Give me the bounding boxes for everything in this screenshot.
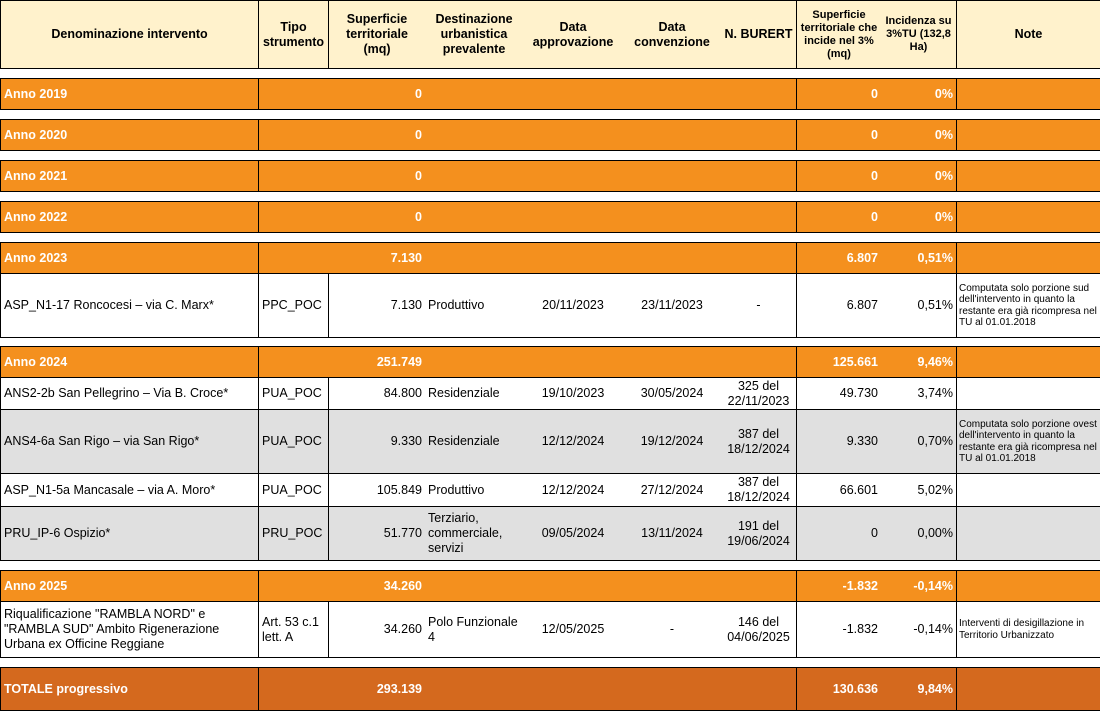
row-superficie: 105.849	[376, 482, 422, 497]
year-label: Anno 2023	[1, 243, 259, 273]
row-note	[957, 507, 1100, 560]
year-superficie-3: 0	[871, 209, 878, 224]
row-note: Interventi di desigillazione in Territorio Urbanizzato	[959, 618, 1085, 641]
year-superficie: 7.130	[390, 250, 422, 265]
year-incidenza: 0%	[881, 79, 957, 109]
year-superficie-3: 0	[871, 86, 878, 101]
row-data-convenzione: -	[669, 622, 675, 636]
year-superficie: 0	[415, 168, 422, 183]
year-superficie-3: 0	[871, 168, 878, 183]
row-burert: 191 del 19/06/2024	[721, 507, 797, 560]
header-data-convenzione: Data convenzione	[634, 19, 710, 49]
total-label: TOTALE progressivo	[1, 668, 259, 710]
row-superficie: 9.330	[390, 434, 422, 448]
year-label: Anno 2024	[1, 347, 259, 377]
table-row	[0, 506, 1100, 561]
row-data-convenzione: 30/05/2024	[640, 386, 704, 400]
row-denominazione: ANS4-6a San Rigo – via San Rigo*	[1, 410, 259, 473]
row-data-approvazione: 12/12/2024	[541, 434, 605, 448]
row-denominazione: PRU_IP-6 Ospizio*	[1, 507, 259, 560]
header-superficie-3: Superficie territoriale che incide nel 3% (mq)	[800, 8, 878, 60]
row-destinazione: Terziario, commerciale, servizi	[428, 511, 503, 555]
row-burert: 387 del 18/12/2024	[721, 410, 797, 473]
row-note	[957, 474, 1100, 506]
row-denominazione: ASP_N1-17 Roncocesi – via C. Marx*	[1, 274, 259, 337]
row-note: Computata solo porzione ovest dell'intervento in quanto la restante era già ricompresa nel TU al 01.01.2018	[959, 418, 1097, 464]
header-denominazione: Denominazione intervento	[1, 1, 259, 68]
row-denominazione: ANS2-2b San Pellegrino – Via B. Croce*	[1, 378, 259, 409]
row-tipo: PUA_POC	[259, 378, 329, 409]
row-data-convenzione: 27/12/2024	[640, 482, 704, 497]
row-data-convenzione: 13/11/2024	[641, 526, 703, 540]
row-data-approvazione: 20/11/2023	[542, 298, 604, 312]
row-superficie-3: -1.832	[842, 622, 878, 636]
table-row	[0, 273, 1100, 338]
table-row	[0, 601, 1100, 658]
header-note: Note	[1014, 27, 1043, 41]
row-note	[957, 378, 1100, 409]
row-superficie-3: 66.601	[839, 482, 878, 497]
row-burert: -	[721, 274, 797, 337]
row-denominazione: Riqualificazione "RAMBLA NORD" e "RAMBLA SUD" Ambito Rigenerazione Urbana ex Officine Reggiane	[1, 602, 259, 657]
header-incidenza: Incidenza su 3%TU (132,8 Ha)	[881, 1, 957, 68]
year-superficie: 251.749	[376, 354, 422, 369]
row-tipo: PUA_POC	[259, 410, 329, 473]
year-spacer	[721, 161, 797, 191]
row-burert: 146 del 04/06/2025	[721, 602, 797, 657]
year-spacer	[721, 571, 797, 601]
year-superficie-3: -1.832	[842, 578, 878, 593]
year-label: Anno 2025	[1, 571, 259, 601]
year-label: Anno 2022	[1, 202, 259, 232]
row-tipo: PRU_POC	[259, 507, 329, 560]
total-superficie: 293.139	[376, 681, 422, 696]
row-incidenza: 0,51%	[881, 274, 957, 337]
year-spacer	[721, 202, 797, 232]
table-header	[0, 0, 1100, 69]
row-incidenza: 0,00%	[881, 507, 957, 560]
year-label: Anno 2020	[1, 120, 259, 150]
row-tipo: Art. 53 c.1 lett. A	[259, 602, 329, 657]
row-data-approvazione: 09/05/2024	[541, 526, 605, 540]
year-incidenza: 0,51%	[881, 243, 957, 273]
table-row	[0, 473, 1100, 507]
row-destinazione: Produttivo	[428, 482, 485, 497]
row-destinazione: Residenziale	[428, 386, 500, 400]
total-incidenza: 9,84%	[881, 668, 957, 710]
row-data-approvazione: 12/05/2025	[541, 622, 605, 636]
year-row-2025	[0, 570, 1100, 602]
row-superficie-3: 0	[871, 526, 878, 540]
year-row-2024	[0, 346, 1100, 378]
row-superficie-3: 9.330	[846, 434, 878, 448]
table-row	[0, 377, 1100, 410]
row-destinazione: Polo Funzionale 4	[428, 614, 518, 644]
row-incidenza: 5,02%	[881, 474, 957, 506]
year-incidenza: 0%	[881, 202, 957, 232]
year-incidenza: 0%	[881, 120, 957, 150]
year-row-2019	[0, 78, 1100, 110]
row-data-approvazione: 19/10/2023	[541, 386, 605, 400]
year-row-2021	[0, 160, 1100, 192]
total-superficie-3: 130.636	[832, 681, 878, 696]
row-incidenza: -0,14%	[881, 602, 957, 657]
year-row-2020	[0, 119, 1100, 151]
year-label: Anno 2019	[1, 79, 259, 109]
header-superficie: Superficie territoriale (mq)	[346, 12, 408, 56]
year-superficie-3: 0	[871, 127, 878, 142]
header-destinazione: Destinazione urbanistica prevalente	[435, 12, 513, 56]
year-incidenza: -0,14%	[881, 571, 957, 601]
year-superficie-3: 125.661	[832, 354, 878, 369]
row-destinazione: Residenziale	[428, 434, 500, 448]
row-burert: 325 del 22/11/2023	[721, 378, 797, 409]
row-data-convenzione: 19/12/2024	[640, 434, 704, 448]
year-spacer	[721, 243, 797, 273]
year-superficie: 34.260	[383, 578, 422, 593]
header-tipo-strumento: Tipo strumento	[259, 1, 329, 68]
header-burert: N. BURERT	[721, 1, 797, 68]
year-incidenza: 9,46%	[881, 347, 957, 377]
year-superficie: 0	[415, 209, 422, 224]
row-burert: 387 del 18/12/2024	[721, 474, 797, 506]
year-row-2022	[0, 201, 1100, 233]
total-row	[0, 667, 1100, 711]
row-superficie: 51.770	[383, 526, 422, 540]
year-spacer	[721, 347, 797, 377]
year-incidenza: 0%	[881, 161, 957, 191]
total-spacer	[721, 668, 797, 710]
row-tipo: PPC_POC	[259, 274, 329, 337]
row-note: Computata solo porzione sud dell'intervento in quanto la restante era già ricompresa nel TU al 01.01.2018	[959, 282, 1097, 328]
year-spacer	[721, 79, 797, 109]
row-tipo: PUA_POC	[259, 474, 329, 506]
row-incidenza: 3,74%	[881, 378, 957, 409]
row-destinazione: Produttivo	[428, 298, 485, 312]
year-superficie-3: 6.807	[846, 250, 878, 265]
row-superficie: 34.260	[383, 622, 422, 636]
row-data-approvazione: 12/12/2024	[541, 482, 605, 497]
row-superficie: 84.800	[383, 386, 422, 400]
row-incidenza: 0,70%	[881, 410, 957, 473]
row-superficie: 7.130	[390, 298, 422, 312]
year-superficie: 0	[415, 127, 422, 142]
table-row	[0, 409, 1100, 474]
year-spacer	[721, 120, 797, 150]
year-superficie: 0	[415, 86, 422, 101]
row-denominazione: ASP_N1-5a Mancasale – via A. Moro*	[1, 474, 259, 506]
row-superficie-3: 6.807	[846, 298, 878, 312]
year-row-2023	[0, 242, 1100, 274]
row-data-convenzione: 23/11/2023	[641, 298, 703, 312]
year-label: Anno 2021	[1, 161, 259, 191]
row-superficie-3: 49.730	[839, 386, 878, 400]
header-data-approvazione: Data approvazione	[532, 19, 614, 49]
